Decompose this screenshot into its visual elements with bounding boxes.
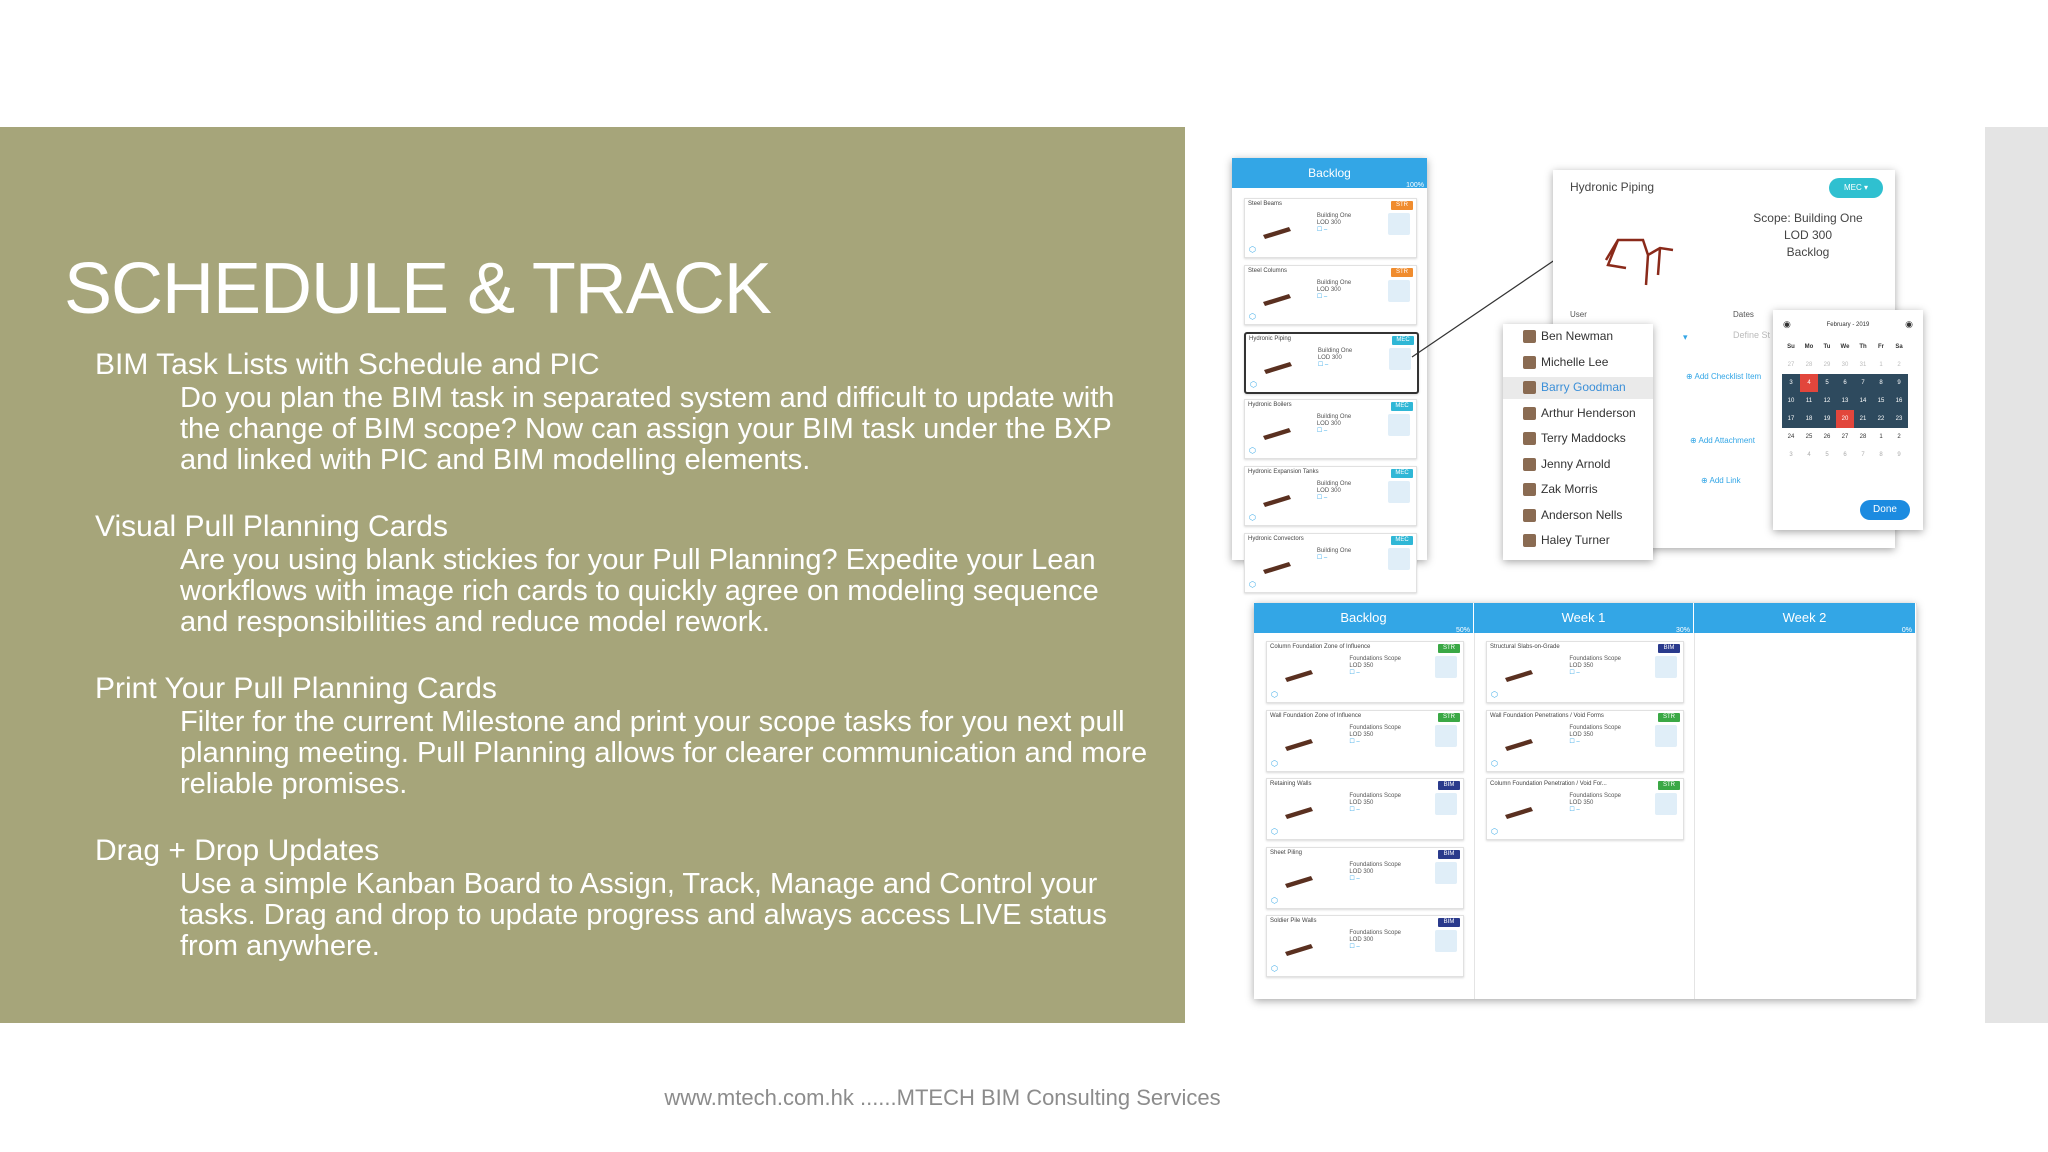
task-card-checklist: ☐ –	[1349, 807, 1360, 813]
task-card-meta	[1317, 414, 1351, 435]
add-attachment-label: Add Attachment	[1698, 436, 1755, 445]
column-percent: 0%	[1901, 627, 1912, 634]
calendar-day[interactable]: 24	[1787, 434, 1795, 440]
discipline-tag: STR	[1658, 713, 1680, 722]
task-card-checklist: ☐ –	[1316, 227, 1328, 233]
task-card-name: Steel Columns	[1248, 268, 1288, 274]
discipline-tag: STR	[1438, 644, 1460, 653]
task-card-lod: LOD 350	[1569, 731, 1594, 738]
section-heading: BIM Task Lists with Schedule and PIC	[95, 348, 600, 381]
task-card-checklist: ☐ –	[1349, 875, 1360, 882]
element-thumbnail	[1260, 352, 1296, 376]
task-card[interactable]	[1244, 399, 1417, 459]
model-cube-icon: ⬡	[1249, 245, 1256, 254]
model-cube-icon: ⬡	[1271, 758, 1278, 768]
add-attachment-button[interactable]: ⊕ Add Attachment	[1690, 436, 1755, 445]
slide-title: SCHEDULE & TRACK	[64, 249, 771, 329]
calendar-day[interactable]: 12	[1818, 392, 1836, 410]
calendar-day[interactable]: 10	[1782, 392, 1800, 410]
user-avatar	[1523, 330, 1536, 343]
element-thumbnail	[1281, 729, 1317, 753]
kanban-column-header[interactable]	[1254, 603, 1474, 633]
task-card-name: Hydronic Expansion Tanks	[1248, 469, 1319, 475]
discipline-tag: BIM	[1438, 850, 1460, 859]
element-thumbnail	[1501, 729, 1537, 753]
task-card-name: Soldier Pile Walls	[1270, 918, 1317, 924]
task-card[interactable]	[1486, 641, 1684, 703]
task-card-meta	[1349, 656, 1401, 677]
user-avatar	[1523, 356, 1536, 369]
task-card[interactable]	[1244, 466, 1417, 526]
backlog-header-label: Backlog	[1308, 166, 1351, 180]
user-avatar	[1523, 483, 1536, 496]
element-thumbnail	[1259, 485, 1295, 509]
column-percent: 50%	[1455, 627, 1470, 634]
discipline-dropdown[interactable]: MEC ▾	[1829, 178, 1883, 198]
element-thumbnail	[1281, 866, 1317, 890]
calendar-popup	[1773, 310, 1923, 530]
element-thumbnail	[1281, 934, 1317, 958]
task-card[interactable]	[1266, 847, 1464, 909]
user-list-dropdown	[1503, 324, 1653, 560]
calendar-day[interactable]: 11	[1800, 392, 1818, 410]
assignee-avatar	[1655, 656, 1677, 678]
piping-thumbnail	[1598, 220, 1688, 295]
task-card-lod: LOD 300	[1349, 937, 1374, 943]
user-avatar	[1523, 432, 1536, 445]
task-card-checklist: ☐ –	[1569, 738, 1580, 745]
calendar-day[interactable]: 14	[1854, 392, 1872, 410]
element-thumbnail	[1281, 797, 1317, 821]
calendar-day[interactable]: 16	[1890, 392, 1908, 410]
assignee-avatar	[1388, 548, 1410, 570]
section-heading: Print Your Pull Planning Cards	[95, 672, 497, 705]
task-card-meta	[1569, 793, 1621, 814]
calendar-day[interactable]: 17	[1782, 410, 1800, 428]
assignee-avatar	[1435, 725, 1457, 747]
model-cube-icon: ⬡	[1249, 513, 1256, 522]
discipline-tag: MEC	[1392, 336, 1414, 345]
task-card-checklist: ☐ –	[1316, 555, 1328, 561]
discipline-tag: MEC	[1391, 536, 1413, 545]
calendar-day[interactable]: 18	[1800, 410, 1818, 428]
task-card-checklist: ☐ –	[1316, 428, 1328, 434]
user-name: Terry Maddocks	[1541, 431, 1626, 445]
task-card-meta	[1317, 213, 1351, 234]
model-cube-icon: ⬡	[1249, 312, 1256, 321]
kanban-column	[1474, 603, 1695, 999]
discipline-tag: STR	[1658, 781, 1680, 790]
user-option[interactable]	[1541, 380, 1626, 394]
backlog-header	[1232, 158, 1427, 188]
calendar-day[interactable]: 9	[1897, 452, 1901, 458]
task-card-name: Retaining Walls	[1270, 781, 1312, 787]
calendar-day[interactable]: 4	[1800, 374, 1818, 392]
calendar-day[interactable]: 22	[1872, 410, 1890, 428]
calendar-day[interactable]: 6	[1843, 452, 1847, 458]
user-avatar	[1523, 458, 1536, 471]
discipline-tag: MEC	[1391, 402, 1413, 411]
element-thumbnail	[1501, 797, 1537, 821]
user-name: Barry Goodman	[1541, 380, 1626, 394]
calendar-day[interactable]: 31	[1859, 362, 1867, 368]
task-card-scope: Foundations Scope	[1349, 656, 1402, 662]
section-drag-drop	[95, 833, 1155, 962]
kanban-column-header[interactable]	[1694, 603, 1916, 633]
calendar-day[interactable]: 29	[1823, 362, 1831, 368]
user-avatar	[1523, 509, 1536, 522]
discipline-tag: STR	[1438, 713, 1460, 722]
user-option[interactable]	[1541, 406, 1636, 420]
model-cube-icon: ⬡	[1491, 827, 1498, 836]
task-card-lod: LOD 350	[1569, 663, 1594, 669]
user-option[interactable]	[1541, 508, 1622, 522]
task-card-meta	[1318, 348, 1352, 369]
task-card-lod: LOD 300	[1316, 220, 1341, 226]
task-card[interactable]	[1266, 641, 1464, 703]
discipline-tag: BIM	[1658, 644, 1680, 653]
task-card-name: Hydronic Convectors	[1248, 536, 1304, 542]
task-card-lod: LOD 350	[1349, 731, 1374, 738]
kanban-column	[1694, 603, 1917, 999]
calendar-day[interactable]: 8	[1872, 374, 1890, 392]
task-card-scope: Foundations Scope	[1349, 930, 1402, 936]
model-cube-icon: ⬡	[1491, 690, 1498, 699]
footer-text: www.mtech.com.hk ......MTECH BIM Consulting Services	[664, 1085, 1221, 1110]
element-thumbnail	[1259, 552, 1295, 576]
task-card-name: Column Foundation Zone of Influence	[1270, 644, 1371, 650]
task-card[interactable]	[1244, 533, 1417, 593]
task-card[interactable]	[1244, 265, 1417, 325]
task-card-name: Hydronic Boilers	[1248, 402, 1292, 408]
task-card-scope: Building One	[1317, 348, 1353, 354]
task-card-scope: Building One	[1316, 280, 1352, 286]
detail-meta	[1743, 210, 1873, 261]
calendar-day[interactable]: 5	[1818, 374, 1836, 392]
calendar-day[interactable]: 13	[1836, 392, 1854, 410]
calendar-day[interactable]: 3	[1789, 452, 1793, 458]
backlog-percent: 100%	[1406, 182, 1424, 189]
task-card-meta	[1317, 548, 1351, 562]
task-card-name: Steel Beams	[1248, 201, 1283, 207]
discipline-tag: BIM	[1438, 781, 1460, 790]
task-card[interactable]	[1486, 778, 1684, 840]
calendar-weekday: Mo	[1804, 344, 1814, 350]
task-card-name: Sheet Piling	[1270, 849, 1303, 856]
calendar-day[interactable]: 19	[1818, 410, 1836, 428]
kanban-column-header[interactable]	[1474, 603, 1694, 633]
model-cube-icon: ⬡	[1249, 446, 1256, 455]
assignee-avatar	[1435, 930, 1457, 952]
task-card-name: Structural Slabs-on-Grade	[1490, 644, 1560, 650]
calendar-weekday: Tu	[1823, 344, 1831, 350]
calendar-day[interactable]: 2	[1897, 362, 1901, 368]
task-card-checklist: ☐ –	[1349, 670, 1360, 676]
user-avatar	[1523, 534, 1536, 547]
discipline-value: MEC	[1843, 183, 1862, 192]
task-card-lod: LOD 350	[1349, 663, 1374, 669]
element-thumbnail	[1259, 284, 1295, 308]
task-card-lod: LOD 300	[1317, 355, 1342, 361]
assignee-avatar	[1655, 725, 1677, 747]
calendar-day[interactable]: 7	[1854, 374, 1872, 392]
add-link-button[interactable]: ⊕ Add Link	[1701, 476, 1741, 485]
calendar-weekday: Sa	[1895, 344, 1903, 350]
calendar-day[interactable]: 4	[1807, 452, 1811, 458]
kanban-column	[1254, 603, 1475, 999]
discipline-tag: STR	[1391, 201, 1413, 210]
task-card-meta	[1317, 481, 1351, 502]
calendar-day[interactable]: 21	[1854, 410, 1872, 428]
calendar-day[interactable]: 15	[1872, 392, 1890, 410]
model-cube-icon: ⬡	[1491, 758, 1498, 768]
task-card[interactable]	[1244, 332, 1419, 394]
user-option[interactable]	[1541, 533, 1610, 547]
calendar-prev-icon[interactable]: ◉	[1783, 319, 1791, 329]
task-card-scope: Building One	[1316, 213, 1352, 219]
task-card-meta	[1349, 793, 1401, 814]
calendar-day[interactable]: 23	[1890, 410, 1908, 428]
discipline-tag: MEC	[1391, 469, 1413, 478]
task-card-meta	[1349, 930, 1401, 951]
calendar-weekday: We	[1840, 344, 1850, 350]
section-body: Use a simple Kanban Board to Assign, Track, Manage and Control your tasks. Drag and drop to update progress and always access LIVE status from anywhere.	[180, 868, 1107, 962]
calendar-grid	[1782, 338, 1908, 464]
task-card-lod: LOD 300	[1316, 421, 1341, 427]
kanban-board	[1254, 603, 1916, 999]
element-thumbnail	[1501, 660, 1537, 684]
calendar-day[interactable]: 3	[1782, 374, 1800, 392]
task-card-meta	[1569, 725, 1621, 746]
task-card-checklist: ☐ –	[1349, 944, 1360, 950]
calendar-day[interactable]: 26	[1823, 434, 1831, 440]
task-card-name: Wall Foundation Penetrations / Void Forms	[1490, 712, 1604, 719]
calendar-day[interactable]: 1	[1879, 362, 1883, 368]
section-body: Are you using blank stickies for your Pull Planning? Expedite your Lean workflows with image rich cards to quickly agree on modeling sequence and responsibilities and reduce model rework.	[180, 544, 1099, 638]
element-thumbnail	[1281, 660, 1317, 684]
calendar-day[interactable]: 25	[1805, 434, 1813, 440]
calendar-day[interactable]: 27	[1787, 362, 1795, 368]
user-avatar	[1523, 407, 1536, 420]
column-title: Week 2	[1782, 610, 1827, 625]
task-card[interactable]	[1266, 778, 1464, 840]
column-percent: 30%	[1675, 627, 1690, 634]
user-name: Michelle Lee	[1541, 354, 1609, 369]
task-card-name: Column Foundation Penetration / Void For...	[1490, 781, 1607, 787]
model-cube-icon: ⬡	[1271, 895, 1278, 905]
task-card-lod: LOD 300	[1349, 868, 1374, 875]
calendar-day[interactable]: 6	[1836, 374, 1854, 392]
calendar-day[interactable]: 20	[1836, 410, 1854, 428]
assignee-avatar	[1388, 481, 1410, 503]
calendar-day[interactable]: 7	[1861, 452, 1865, 458]
calendar-next-icon[interactable]: ◉	[1905, 319, 1913, 329]
calendar-weekday: Su	[1787, 344, 1795, 350]
section-body: Do you plan the BIM task in separated system and difficult to update with the change of BIM scope? Now can assign your BIM task under the BXP and linked with PIC and BIM modelling elements.	[180, 382, 1115, 476]
calendar-weekday: Th	[1859, 344, 1867, 350]
task-card[interactable]	[1486, 710, 1684, 772]
task-card-meta	[1349, 862, 1401, 883]
user-name: Arthur Henderson	[1541, 405, 1636, 420]
task-card-scope: Foundations Scope	[1349, 724, 1402, 731]
assignee-avatar	[1389, 348, 1411, 370]
element-thumbnail	[1259, 217, 1295, 241]
user-name: Jenny Arnold	[1541, 456, 1611, 471]
user-name: Haley Turner	[1541, 533, 1610, 547]
column-title: Backlog	[1340, 610, 1387, 625]
task-card-lod: LOD 300	[1316, 287, 1341, 293]
calendar-day[interactable]: 27	[1841, 434, 1849, 440]
dates-input[interactable]: Define St	[1733, 330, 1771, 340]
calendar-weekday: Fr	[1878, 344, 1884, 350]
user-name: Ben Newman	[1541, 329, 1614, 343]
backlog-panel	[1232, 158, 1427, 589]
assignee-avatar	[1435, 862, 1457, 884]
assignee-avatar	[1388, 414, 1410, 436]
task-card-name: Hydronic Piping	[1249, 336, 1292, 342]
task-card-meta	[1349, 725, 1401, 746]
assignee-avatar	[1388, 280, 1410, 302]
assignee-avatar	[1435, 793, 1457, 815]
user-dropdown-caret[interactable]: ▾	[1683, 332, 1688, 342]
task-card-scope: Foundations Scope	[1569, 656, 1622, 662]
calendar-day[interactable]: 8	[1879, 452, 1883, 458]
task-card[interactable]	[1266, 710, 1464, 772]
element-thumbnail	[1259, 418, 1295, 442]
section-heading: Drag + Drop Updates	[95, 834, 380, 867]
calendar-day[interactable]: 30	[1841, 362, 1849, 368]
task-card-checklist: ☐ –	[1317, 362, 1329, 368]
detail-status: Backlog	[1786, 245, 1830, 259]
dates-label: Dates	[1733, 310, 1754, 319]
task-card-checklist: ☐ –	[1316, 495, 1328, 501]
task-card-scope: Foundations Scope	[1349, 861, 1402, 868]
user-label: User	[1570, 310, 1587, 319]
detail-scope: Scope: Building One	[1753, 211, 1863, 225]
user-avatar	[1523, 381, 1536, 394]
model-cube-icon: ⬡	[1271, 964, 1278, 973]
task-card-scope: Building One	[1316, 481, 1352, 487]
column-title: Week 1	[1561, 610, 1606, 625]
user-option[interactable]	[1541, 482, 1598, 496]
task-card-scope: Foundations Scope	[1569, 793, 1622, 799]
model-cube-icon: ⬡	[1271, 690, 1278, 699]
calendar-day[interactable]: 1	[1879, 434, 1883, 440]
calendar-day[interactable]: 9	[1890, 374, 1908, 392]
task-card-lod: LOD 300	[1316, 488, 1341, 494]
task-card-scope: Foundations Scope	[1349, 793, 1402, 799]
calendar-day[interactable]: 5	[1825, 452, 1829, 458]
model-cube-icon: ⬡	[1250, 380, 1257, 389]
add-link-label: Add Link	[1709, 476, 1741, 485]
task-card-lod: LOD 350	[1569, 800, 1594, 806]
assignee-avatar	[1435, 656, 1457, 678]
section-visual-pull-planning	[95, 509, 1155, 638]
task-card-scope: Building One	[1316, 414, 1352, 420]
task-card[interactable]	[1244, 198, 1417, 258]
add-checklist-button[interactable]: ⊕ Add Checklist Item	[1686, 372, 1762, 381]
task-card-scope: Foundations Scope	[1569, 724, 1622, 731]
side-bar	[1985, 127, 2048, 1023]
user-name: Zak Morris	[1541, 482, 1598, 496]
calendar-day[interactable]: 28	[1859, 434, 1867, 440]
task-card[interactable]	[1266, 915, 1464, 977]
task-card-meta	[1569, 656, 1621, 677]
task-card-checklist: ☐ –	[1569, 807, 1580, 813]
model-cube-icon: ⬡	[1271, 827, 1278, 836]
add-checklist-label: Add Checklist Item	[1694, 372, 1762, 381]
user-option[interactable]	[1541, 431, 1626, 445]
discipline-tag: BIM	[1438, 918, 1460, 927]
task-card-meta	[1317, 280, 1351, 301]
calendar-done-button[interactable]: Done	[1860, 500, 1910, 520]
user-option[interactable]	[1541, 457, 1610, 471]
calendar-day[interactable]: 28	[1805, 362, 1813, 368]
task-card-checklist: ☐ –	[1316, 294, 1328, 300]
task-card-lod: LOD 350	[1349, 800, 1374, 806]
section-heading: Visual Pull Planning Cards	[95, 510, 448, 543]
detail-title: Hydronic Piping	[1570, 180, 1655, 194]
section-body: Filter for the current Milestone and print your scope tasks for you next pull planning meeting. Pull Planning allows for clearer communication and more reliable promises.	[180, 706, 1148, 800]
section-bim-task-lists	[95, 347, 1155, 476]
user-option[interactable]	[1541, 329, 1613, 343]
model-cube-icon: ⬡	[1249, 580, 1256, 589]
user-name: Anderson Nells	[1541, 507, 1623, 522]
section-print-cards	[95, 671, 1155, 800]
detail-lod: LOD 300	[1783, 228, 1833, 242]
task-card-scope: Building One	[1316, 548, 1352, 554]
task-card-name: Wall Foundation Zone of Influence	[1270, 712, 1362, 719]
assignee-avatar	[1655, 793, 1677, 815]
user-option[interactable]	[1541, 355, 1608, 369]
calendar-day[interactable]: 2	[1897, 434, 1901, 440]
discipline-tag: STR	[1391, 268, 1413, 277]
assignee-avatar	[1388, 213, 1410, 235]
calendar-month: February - 2019	[1826, 322, 1870, 328]
task-card-checklist: ☐ –	[1569, 670, 1580, 676]
task-card-checklist: ☐ –	[1349, 738, 1360, 745]
